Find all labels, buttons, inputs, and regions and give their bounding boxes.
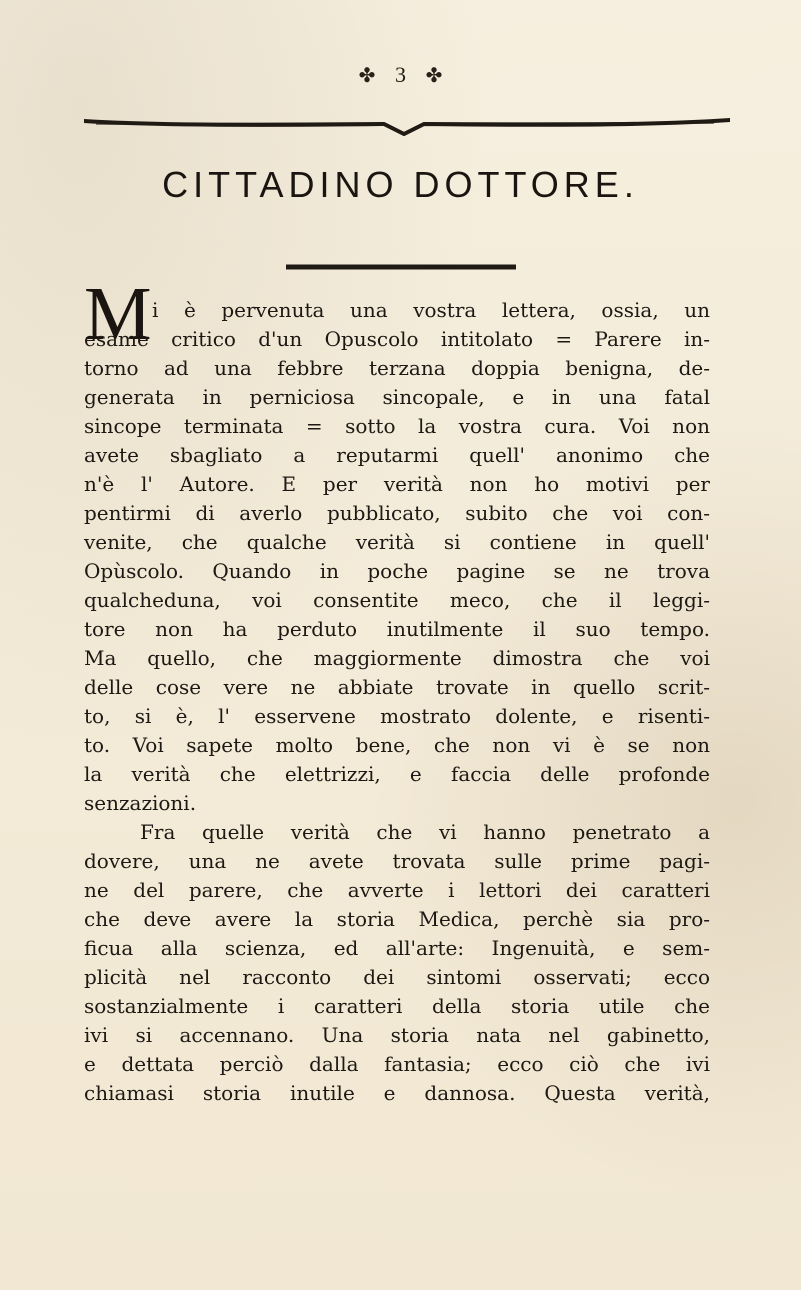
text-line: che deve avere la storia Medica, perchè sia pro- bbox=[84, 907, 710, 931]
text-line: generata in perniciosa sincopale, e in una fatal bbox=[84, 385, 710, 409]
text-line: Ma quello, che maggiormente dimostra che voi bbox=[84, 646, 710, 670]
text-line: torno ad una febbre terzana doppia benigna, de- bbox=[84, 356, 710, 380]
letter-salutation-heading: CITTADINO DOTTORE. bbox=[162, 164, 639, 205]
text-line: to, si è, l' esservene mostrato dolente, e risenti- bbox=[84, 704, 710, 728]
text-line: tore non ha perduto inutilmente il suo tempo. bbox=[84, 617, 710, 641]
text-line: qualcheduna, voi consentite meco, che il leggi- bbox=[84, 588, 710, 612]
text-line: chiamasi storia inutile e dannosa. Questa verità, bbox=[84, 1081, 710, 1105]
text-line: dovere, una ne avete trovata sulle prime pagi- bbox=[84, 849, 710, 873]
text-line: Opùscolo. Quando in poche pagine se ne trova bbox=[84, 559, 710, 583]
text-line: esame critico d'un Opuscolo intitolato = Parere in- bbox=[84, 327, 710, 351]
text-line: delle cose vere ne abbiate trovate in quello scrit- bbox=[84, 675, 710, 699]
letter-body bbox=[84, 272, 710, 1108]
page-number: 3 bbox=[395, 61, 406, 87]
text-line: sostanzialmente i caratteri della storia utile che bbox=[84, 994, 710, 1018]
text-line: i è pervenuta una vostra lettera, ossia, un bbox=[152, 298, 710, 322]
text-line: pentirmi di averlo pubblicato, subito che voi con- bbox=[84, 501, 710, 525]
left-fleuron-ornament-icon: ✤ bbox=[358, 62, 376, 87]
page-header bbox=[0, 58, 801, 90]
text-line: la verità che elettrizzi, e faccia delle profonde bbox=[84, 762, 710, 786]
text-line: n'è l' Autore. E per verità non ho motivi per bbox=[84, 472, 710, 496]
decorative-header-rule bbox=[84, 116, 730, 136]
drop-cap-initial: M bbox=[84, 272, 152, 356]
text-line: plicità nel racconto dei sintomi osservati; ecco bbox=[84, 965, 710, 989]
text-line: venite, che qualche verità si contiene in quell' bbox=[84, 530, 710, 554]
text-line: Fra quelle verità che vi hanno penetrato a bbox=[140, 820, 710, 844]
text-line: ficua alla scienza, ed all'arte: Ingenuità, e sem- bbox=[84, 936, 710, 960]
text-line: avete sbagliato a reputarmi quell' anonimo che bbox=[84, 443, 710, 467]
heading-divider-rule bbox=[286, 263, 516, 271]
text-line: senzazioni. bbox=[84, 791, 197, 815]
text-line: ne del parere, che avverte i lettori dei caratteri bbox=[84, 878, 710, 902]
text-line: ivi si accennano. Una storia nata nel gabinetto, bbox=[84, 1023, 710, 1047]
text-line: e dettata perciò dalla fantasia; ecco ciò che ivi bbox=[84, 1052, 710, 1076]
right-fleuron-ornament-icon: ✤ bbox=[425, 62, 443, 87]
text-line: to. Voi sapete molto bene, che non vi è se non bbox=[84, 733, 710, 757]
text-line: sincope terminata = sotto la vostra cura. Voi non bbox=[84, 414, 710, 438]
